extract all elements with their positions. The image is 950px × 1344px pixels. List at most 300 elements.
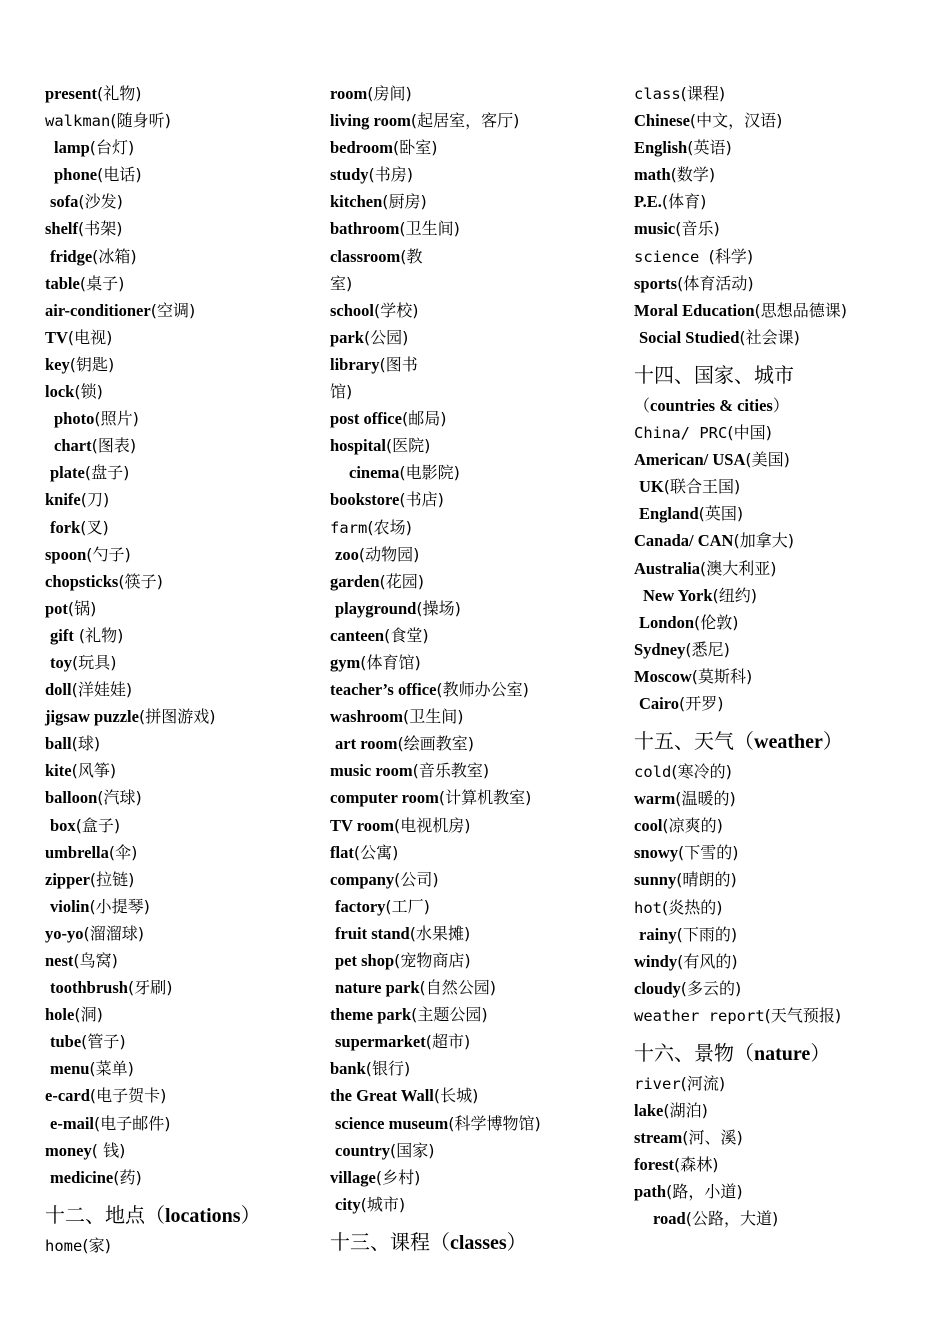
vocab-english: walkman xyxy=(45,112,111,131)
vocab-entry xyxy=(330,1055,620,1082)
vocab-english: cinema xyxy=(349,463,400,483)
vocab-entry xyxy=(45,784,315,811)
vocab-chinese: (科学博物馆) xyxy=(448,1113,541,1133)
vocab-chinese: (银行) xyxy=(365,1059,411,1079)
vocab-entry xyxy=(330,1164,620,1191)
vocab-entry xyxy=(634,297,934,324)
vocab-entry xyxy=(330,80,620,107)
vocab-chinese: (下雪的) xyxy=(678,843,739,863)
vocab-english: cloudy xyxy=(634,978,681,998)
vocab-entry xyxy=(45,920,315,947)
vocab-entry xyxy=(330,974,620,1001)
vocab-entry xyxy=(634,80,934,107)
vocab-entry xyxy=(634,1002,934,1029)
vocab-entry xyxy=(634,527,934,554)
vocab-english: toothbrush xyxy=(50,978,128,998)
vocab-entry xyxy=(45,215,315,242)
vocab-entry xyxy=(330,188,620,215)
vocab-english: China/ PRC xyxy=(634,424,728,443)
column-3 xyxy=(634,80,934,1233)
vocab-entry xyxy=(634,582,934,609)
vocab-english: windy xyxy=(634,951,678,971)
vocab-english: tube xyxy=(50,1032,82,1052)
vocab-chinese: (家) xyxy=(82,1235,111,1255)
vocab-chinese: (房间) xyxy=(367,84,412,103)
vocab-chinese: (河、溪) xyxy=(682,1128,743,1148)
vocab-english: yo-yo xyxy=(45,923,84,943)
vocab-english: city xyxy=(335,1194,361,1214)
vocab-english: doll xyxy=(45,680,72,700)
vocab-english: umbrella xyxy=(45,842,109,862)
vocab-entry xyxy=(45,351,315,378)
vocab-entry xyxy=(45,1137,315,1164)
vocab-english: air-conditioner xyxy=(45,300,151,320)
vocab-english: river xyxy=(634,1075,681,1093)
vocab-chinese: (联合王国) xyxy=(663,477,741,497)
vocab-english: sports xyxy=(634,273,678,293)
vocab-english: snowy xyxy=(634,843,679,863)
section-heading xyxy=(634,725,934,758)
vocab-entry xyxy=(45,270,315,297)
vocab-entry xyxy=(45,649,315,676)
vocab-chinese: (电视) xyxy=(67,327,113,347)
vocab-english: computer room xyxy=(330,788,439,808)
vocab-entry xyxy=(330,486,620,513)
vocab-chinese: (温暖的) xyxy=(675,789,736,809)
vocab-chinese: (中文，汉语) xyxy=(689,111,783,131)
vocab-english: bank xyxy=(330,1059,366,1079)
vocab-chinese: (空调) xyxy=(150,300,196,320)
vocab-entry xyxy=(330,270,620,297)
vocab-chinese: (沙发) xyxy=(78,192,123,212)
section-heading-close: ） xyxy=(240,1202,261,1227)
vocab-entry xyxy=(634,609,934,636)
vocab-entry xyxy=(45,1028,315,1055)
vocab-chinese: (工厂) xyxy=(385,896,430,916)
vocab-chinese: (拼图游戏) xyxy=(138,707,216,727)
vocab-english: gift xyxy=(50,625,74,645)
vocab-entry xyxy=(45,80,315,107)
vocab-chinese: (体育) xyxy=(661,192,707,212)
vocab-chinese: (伦敦) xyxy=(694,612,739,632)
vocab-chinese: (电子贺卡) xyxy=(89,1086,167,1106)
vocab-english: menu xyxy=(50,1059,90,1079)
vocab-chinese: (礼物) xyxy=(96,84,142,103)
vocab-english: American/ USA xyxy=(634,450,746,470)
vocab-english: shelf xyxy=(45,219,78,239)
vocab-english: knife xyxy=(45,490,81,510)
vocab-chinese: (国家) xyxy=(390,1140,435,1160)
vocab-chinese: (科学) xyxy=(708,246,754,266)
vocab-chinese: (随身听) xyxy=(110,111,171,131)
section-heading xyxy=(45,1199,315,1232)
vocab-english: village xyxy=(330,1167,376,1187)
vocab-entry xyxy=(634,1205,934,1232)
vocab-entry xyxy=(45,974,315,1001)
vocab-english: ball xyxy=(45,734,72,754)
vocab-english: playground xyxy=(335,598,417,618)
vocab-english: jigsaw puzzle xyxy=(45,707,139,727)
vocab-entry xyxy=(330,161,620,188)
vocab-chinese: (社会课) xyxy=(739,327,800,347)
section-heading-en: weather xyxy=(754,731,823,754)
vocab-entry xyxy=(330,134,620,161)
vocab-chinese: (多云的) xyxy=(680,978,742,998)
vocab-english: cool xyxy=(634,816,663,836)
vocab-english: fork xyxy=(50,517,81,537)
vocab-chinese: (学校) xyxy=(374,300,419,320)
vocab-english: road xyxy=(653,1209,686,1229)
vocab-chinese: (寒冷的) xyxy=(671,762,732,782)
vocab-chinese: (操场) xyxy=(416,598,461,618)
vocab-english: e-card xyxy=(45,1086,90,1106)
vocab-english: e-mail xyxy=(50,1113,94,1133)
vocab-chinese: (美国) xyxy=(745,450,790,470)
section-heading xyxy=(330,1226,620,1259)
vocab-chinese: (公寓) xyxy=(353,842,399,862)
section-heading-zh: 十三、课程（ xyxy=(330,1229,450,1254)
section-heading-en: locations xyxy=(165,1204,241,1227)
vocab-chinese: (英国) xyxy=(698,504,744,524)
vocab-entry xyxy=(330,1110,620,1137)
vocab-english: music room xyxy=(330,761,413,781)
vocab-entry xyxy=(634,419,934,446)
vocab-entry xyxy=(634,500,934,527)
vocab-english: the Great Wall xyxy=(330,1086,434,1106)
vocab-chinese: (管子) xyxy=(81,1032,126,1052)
vocab-entry xyxy=(45,866,315,893)
vocab-english: study xyxy=(330,165,369,185)
vocab-english: sofa xyxy=(50,192,79,212)
vocab-english: washroom xyxy=(330,707,404,727)
vocab-chinese: (炎热的) xyxy=(662,897,723,917)
vocab-chinese: (医院) xyxy=(385,436,431,456)
vocab-chinese: (菜单) xyxy=(89,1059,134,1079)
vocab-chinese: (叉) xyxy=(80,517,109,537)
vocab-chinese: (刀) xyxy=(80,490,110,510)
vocab-english: balloon xyxy=(45,788,98,808)
section-heading xyxy=(634,1037,934,1070)
vocab-entry xyxy=(45,514,315,541)
vocab-chinese: (花园) xyxy=(379,571,424,591)
vocab-entry xyxy=(330,1028,620,1055)
vocab-english: country xyxy=(335,1140,390,1160)
vocab-entry xyxy=(634,785,934,812)
vocab-chinese: (锅) xyxy=(67,598,97,618)
vocab-english: money xyxy=(45,1140,92,1160)
vocab-chinese: (书架) xyxy=(78,219,123,239)
vocab-chinese: (牙刷) xyxy=(127,978,173,998)
vocab-entry xyxy=(330,568,620,595)
vocab-chinese: (卫生间) xyxy=(403,707,464,727)
vocab-english: theme park xyxy=(330,1005,412,1025)
vocab-english: bookstore xyxy=(330,490,400,510)
vocab-entry xyxy=(45,541,315,568)
vocab-chinese: (纽约) xyxy=(712,585,758,605)
vocab-entry xyxy=(45,188,315,215)
vocab-entry xyxy=(45,947,315,974)
vocab-english: nature park xyxy=(335,978,420,998)
subheading-part: ） xyxy=(772,395,789,415)
vocab-english: company xyxy=(330,869,395,889)
vocab-chinese: (音乐教室) xyxy=(412,761,490,781)
vocab-chinese: (电话) xyxy=(97,165,142,185)
vocab-entry xyxy=(634,555,934,582)
vocab-chinese: (水果摊) xyxy=(409,923,471,943)
vocab-entry xyxy=(45,839,315,866)
vocab-english: P.E. xyxy=(634,192,662,212)
vocab-chinese: (音乐) xyxy=(675,219,720,239)
vocab-chinese: 馆) xyxy=(330,382,353,402)
vocab-english: Cairo xyxy=(639,693,680,713)
vocab-chinese: (卫生间) xyxy=(399,219,460,239)
vocab-english: hot xyxy=(634,898,662,917)
vocab-entry xyxy=(45,676,315,703)
vocab-english: weather report xyxy=(634,1006,765,1025)
vocab-entry xyxy=(330,1191,620,1218)
vocab-english: supermarket xyxy=(335,1032,426,1052)
vocab-chinese: (拉链) xyxy=(89,869,135,889)
vocab-chinese: (湖泊) xyxy=(663,1101,708,1121)
section-heading-en: classes xyxy=(450,1231,507,1254)
vocab-entry xyxy=(634,636,934,663)
vocab-entry xyxy=(330,351,620,378)
vocab-chinese: (电视机房) xyxy=(394,815,471,835)
vocab-entry xyxy=(45,459,315,486)
vocab-entry xyxy=(45,297,315,324)
vocab-english: post office xyxy=(330,409,402,429)
vocab-english: nest xyxy=(45,951,74,970)
column-2 xyxy=(330,80,620,1259)
vocab-entry xyxy=(45,161,315,188)
vocab-english: forest xyxy=(634,1155,675,1175)
vocab-entry xyxy=(45,1001,315,1028)
vocab-english: key xyxy=(45,354,70,374)
vocab-entry xyxy=(45,486,315,513)
vocab-entry xyxy=(330,432,620,459)
subheading-part: countries & cities xyxy=(650,395,773,415)
vocab-entry xyxy=(634,473,934,500)
vocab-chinese: (公司) xyxy=(394,869,439,889)
vocab-chinese: (英语) xyxy=(687,138,732,158)
vocab-english: violin xyxy=(50,896,90,916)
vocab-chinese: (起居室，客厅) xyxy=(410,111,520,131)
vocab-entry xyxy=(330,297,620,324)
vocab-chinese: (筷子) xyxy=(118,571,163,591)
vocab-entry xyxy=(634,215,934,242)
vocab-entry xyxy=(330,757,620,784)
vocab-english: hole xyxy=(45,1005,75,1025)
vocab-chinese: (体育活动) xyxy=(677,273,754,293)
vocab-chinese: (教师办公室) xyxy=(436,680,529,700)
vocab-entry xyxy=(45,730,315,757)
vocab-chinese: (有风的) xyxy=(677,951,738,971)
vocab-entry xyxy=(330,812,620,839)
vocab-entry xyxy=(45,107,315,134)
vocab-english: science museum xyxy=(335,1113,449,1133)
vocab-chinese: (桌子) xyxy=(79,273,125,293)
vocab-english: music xyxy=(634,219,676,239)
vocab-english: stream xyxy=(634,1128,683,1148)
section-heading-zh: 十五、天气（ xyxy=(634,729,754,754)
vocab-english: toy xyxy=(50,652,72,672)
vocab-entry xyxy=(45,893,315,920)
vocab-english: sunny xyxy=(634,870,677,890)
vocab-english: path xyxy=(634,1182,667,1202)
vocab-english: factory xyxy=(335,896,386,916)
vocab-entry xyxy=(45,812,315,839)
vocab-entry xyxy=(330,622,620,649)
vocab-entry xyxy=(634,243,934,270)
vocab-entry xyxy=(330,893,620,920)
vocab-entry xyxy=(634,1070,934,1097)
vocab-chinese: (电子邮件) xyxy=(93,1113,171,1133)
vocab-chinese: (洋娃娃) xyxy=(71,680,133,700)
vocab-english: canteen xyxy=(330,625,385,645)
vocab-entry xyxy=(330,459,620,486)
vocab-chinese: (课程) xyxy=(680,84,726,103)
vocab-english: hospital xyxy=(330,436,386,456)
vocab-chinese: (盒子) xyxy=(75,815,121,835)
vocab-entry xyxy=(330,920,620,947)
vocab-english: present xyxy=(45,84,97,103)
vocab-english: Moscow xyxy=(634,666,692,686)
vocab-chinese: (电影院) xyxy=(399,463,460,483)
section-heading-close: ） xyxy=(506,1229,527,1254)
vocab-chinese: (悉尼) xyxy=(685,639,730,659)
vocab-entry xyxy=(45,1055,315,1082)
section-heading-close: ） xyxy=(810,1041,831,1065)
vocab-chinese: (下雨的) xyxy=(676,924,738,944)
column-1 xyxy=(45,80,315,1259)
vocab-english: English xyxy=(634,138,688,158)
vocab-entry xyxy=(634,107,934,134)
vocab-english: lamp xyxy=(54,138,90,158)
vocab-chinese: (河流) xyxy=(680,1074,726,1093)
vocab-chinese: (超市) xyxy=(425,1032,471,1052)
vocab-chinese: (加拿大) xyxy=(733,531,794,551)
vocab-chinese: (晴朗的) xyxy=(676,870,737,890)
vocab-english: Chinese xyxy=(634,111,690,131)
vocab-entry xyxy=(45,1164,315,1191)
vocab-english: home xyxy=(45,1236,83,1255)
vocab-entry xyxy=(330,378,620,405)
vocab-entry xyxy=(634,1097,934,1124)
vocab-english: chart xyxy=(54,436,92,456)
vocab-english: living room xyxy=(330,111,411,131)
vocab-english: cold xyxy=(634,763,672,782)
vocab-entry xyxy=(634,866,934,893)
vocab-chinese: (风筝) xyxy=(71,761,117,781)
vocab-entry xyxy=(634,324,934,351)
vocab-entry xyxy=(634,894,934,921)
vocab-entry xyxy=(634,663,934,690)
vocab-english: lake xyxy=(634,1101,664,1121)
vocab-entry xyxy=(634,134,934,161)
vocab-english: chopsticks xyxy=(45,571,119,591)
vocab-english: zipper xyxy=(45,869,90,889)
vocab-chinese: (绘画教室) xyxy=(397,734,474,754)
vocab-entry xyxy=(330,1137,620,1164)
vocab-chinese: (长城) xyxy=(433,1086,479,1106)
vocab-chinese: (自然公园) xyxy=(419,978,496,998)
vocab-english: fridge xyxy=(50,246,93,266)
vocab-chinese: (动物园) xyxy=(358,544,420,564)
vocab-english: room xyxy=(330,84,368,103)
vocab-chinese: (莫斯科) xyxy=(691,666,753,686)
vocab-english: New York xyxy=(643,585,713,605)
vocab-entry xyxy=(45,324,315,351)
vocab-english: England xyxy=(639,504,699,524)
vocab-entry xyxy=(330,730,620,757)
vocab-english: photo xyxy=(54,409,95,429)
vocab-entry xyxy=(45,1232,315,1259)
vocab-english: box xyxy=(50,815,76,835)
vocab-english: zoo xyxy=(335,544,359,564)
vocab-english: library xyxy=(330,354,380,374)
vocab-chinese: (凉爽的) xyxy=(662,816,723,836)
vocab-chinese: (玩具) xyxy=(72,652,117,672)
vocab-english: table xyxy=(45,273,80,293)
vocab-english: school xyxy=(330,300,375,320)
vocab-chinese: (照片) xyxy=(94,409,139,429)
vocab-entry xyxy=(634,161,934,188)
vocab-entry xyxy=(330,243,620,270)
vocab-entry xyxy=(45,1110,315,1137)
vocab-entry xyxy=(45,703,315,730)
vocab-entry xyxy=(330,514,620,541)
vocab-english: pet shop xyxy=(335,951,395,970)
vocab-chinese: (锁) xyxy=(74,382,103,402)
vocab-english: warm xyxy=(634,789,676,809)
section-heading-close: ） xyxy=(822,729,843,754)
vocab-chinese: (数学) xyxy=(670,165,716,185)
vocab-english: classroom xyxy=(330,246,401,266)
vocab-chinese: (书店) xyxy=(399,490,444,510)
vocab-chinese: (乡村) xyxy=(375,1167,421,1187)
vocab-entry xyxy=(330,1082,620,1109)
vocab-english: spoon xyxy=(45,544,87,564)
vocab-chinese: (溜溜球) xyxy=(83,923,144,943)
vocab-entry xyxy=(330,839,620,866)
vocab-chinese: (公路，大道) xyxy=(685,1209,779,1229)
vocab-english: bedroom xyxy=(330,138,393,158)
vocab-chinese: (中国) xyxy=(727,423,772,443)
vocab-entry xyxy=(45,378,315,405)
vocab-english: Social Studied xyxy=(639,327,740,347)
vocab-chinese: (伞) xyxy=(108,842,138,862)
vocab-entry xyxy=(330,324,620,351)
vocab-chinese: (宠物商店) xyxy=(394,951,471,970)
vocab-chinese: (卧室) xyxy=(392,138,438,158)
vocab-english: bathroom xyxy=(330,219,400,239)
vocab-entry xyxy=(330,676,620,703)
vocab-chinese: (农场) xyxy=(367,517,412,537)
vocab-entry xyxy=(634,1151,934,1178)
vocab-chinese: (图书 xyxy=(379,354,418,374)
vocab-english: Sydney xyxy=(634,639,686,659)
vocab-english: phone xyxy=(54,165,98,185)
section-heading-zh: 十四、国家、城市 xyxy=(634,362,794,387)
vocab-english: Canada/ CAN xyxy=(634,531,734,551)
vocab-entry xyxy=(45,405,315,432)
vocab-chinese: (城市) xyxy=(360,1194,406,1214)
vocab-chinese: (盘子) xyxy=(84,463,130,483)
vocab-entry xyxy=(45,595,315,622)
vocab-entry xyxy=(330,866,620,893)
section-heading-zh: 十六、景物（ xyxy=(634,1041,754,1065)
vocab-chinese: (勺子) xyxy=(86,544,131,564)
